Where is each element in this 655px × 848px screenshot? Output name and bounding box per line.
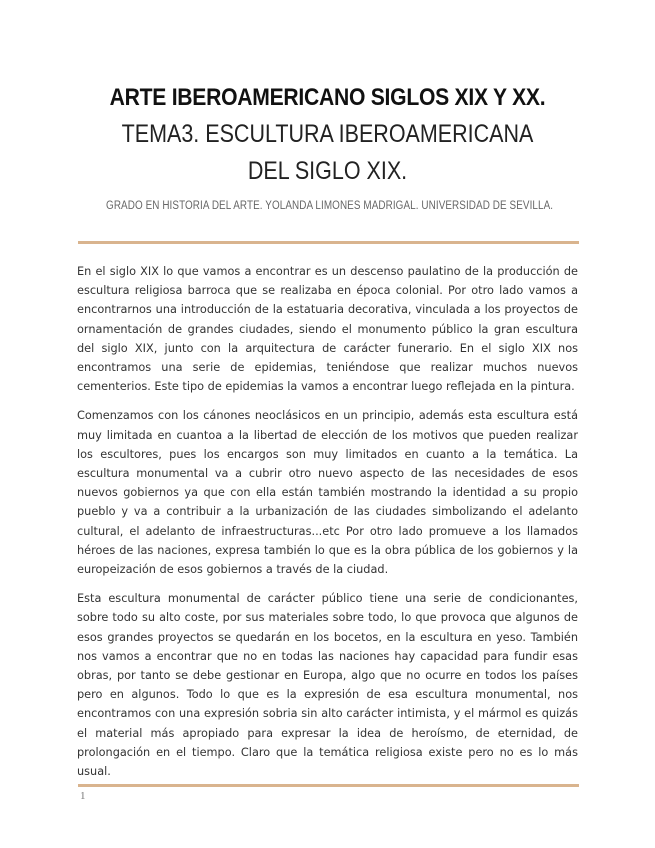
body-paragraph: Esta escultura monumental de carácter público tiene una serie de condicionantes, sobre todo su alto coste, por sus materiales sobre todo, lo que provoca que algunos de esos grandes proyectos se quedarán en los bocetos, en la escultura en yeso. También nos vamos a encontrar que no en todas las naciones hay capacidad para fundir esas obras, por tanto se debe gestionar en Europa, algo que no ocurre en todos los países pero en algunos. Todo lo que es la expresión de esa escultura monumental, nos encontramos con una expresión sobria sin alto carácter intimista, y el mármol es quizás el material más apropiado para expresar la idea de heroísmo, de eternidad, de prolongación en el tiempo. Claro que la temática religiosa existe pero no es lo más usual.	[77, 592, 578, 779]
document-header	[70, 82, 585, 212]
page-number: 1	[80, 790, 86, 802]
body-paragraph: Comenzamos con los cánones neoclásicos en un principio, además esta escultura está muy limitada en cuantoa a la libertad de elección de los motivos que pueden realizar los escultores, pues los encargos son muy limitados en cuanto a la temática. La escultura monumental va a cubrir otro nuevo aspecto de las necesidades de esos nuevos gobiernos ya que con ella están también mostrando la identidad a su propio pueblo y va a contribuir a la urbanización de las ciudades simbolizando el adelanto cultural, el adelanto de infraestructuras...etc Por otro lado promueve a los llamados héroes de las naciones, expresa también lo que es la obra pública de los gobiernos y la europeización de esos gobiernos a través de la ciudad.	[77, 409, 578, 577]
body-paragraph: En el siglo XIX lo que vamos a encontrar es un descenso paulatino de la producción de escultura religiosa barroca que se realizaba en época colonial. Por otro lado vamos a encontrarnos una introducción de la estatuaria decorativa, vinculada a los proyectos de ornamentación de grandes ciudades, siendo el monumento público la gran escultura del siglo XIX, junto con la arquitectura de carácter funerario. En el siglo XIX nos encontramos una serie de epidemias, teniéndose que realizar muchos nuevos cementerios. Este tipo de epidemias la vamos a encontrar luego reflejada en la pintura.	[77, 265, 578, 394]
document-body	[77, 262, 578, 791]
header-divider	[78, 241, 579, 244]
document-topic-title: TEMA3. ESCULTURA IBEROAMERICANA DEL SIGLO XIX.	[121, 120, 534, 185]
course-info: GRADO EN HISTORIA DEL ARTE. YOLANDA LIMONES MADRIGAL. UNIVERSIDAD DE SEVILLA.	[106, 200, 554, 212]
footer-divider	[78, 784, 579, 787]
document-title: ARTE IBEROAMERICANO SIGLOS XIX Y XX.	[109, 84, 546, 111]
